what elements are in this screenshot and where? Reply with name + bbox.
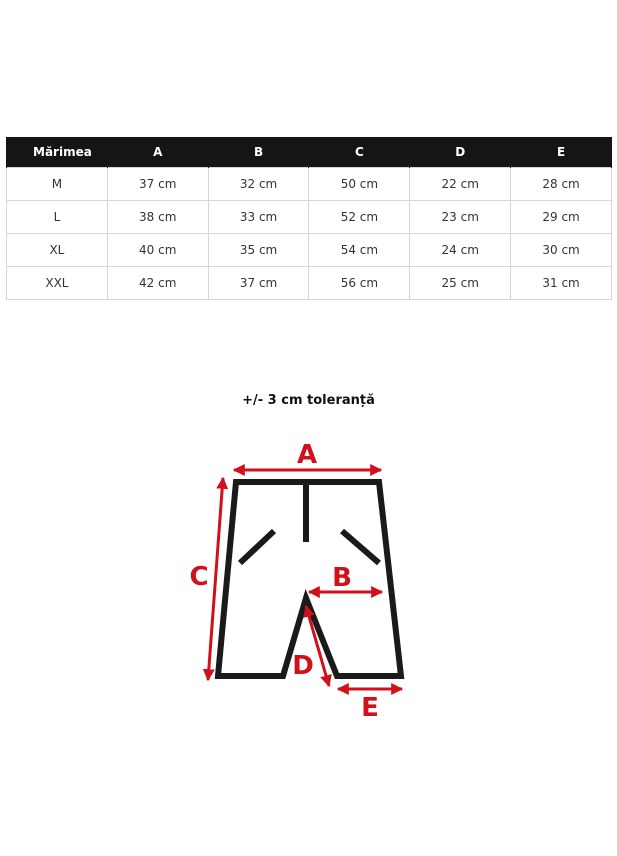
shorts-outline-icon (218, 482, 401, 676)
tolerance-note: +/- 3 cm toleranță (242, 393, 375, 408)
header-c: C (309, 137, 410, 168)
table-cell: 33 cm (208, 201, 309, 234)
label-b: B (332, 563, 352, 593)
table-row (7, 168, 612, 201)
table-cell: 31 cm (511, 267, 612, 300)
table-cell: XL (7, 234, 108, 267)
table-cell: XXL (7, 267, 108, 300)
table-cell: 37 cm (208, 267, 309, 300)
table-cell: 50 cm (309, 168, 410, 201)
table-cell: 54 cm (309, 234, 410, 267)
table-cell: 52 cm (309, 201, 410, 234)
header-a: A (107, 137, 208, 168)
table-cell: 29 cm (511, 201, 612, 234)
table-cell: M (7, 168, 108, 201)
table-cell: 23 cm (410, 201, 511, 234)
table-cell: 30 cm (511, 234, 612, 267)
table-cell: 22 cm (410, 168, 511, 201)
table-cell: 32 cm (208, 168, 309, 201)
table-cell: 37 cm (107, 168, 208, 201)
table-cell: 28 cm (511, 168, 612, 201)
header-d: D (410, 137, 511, 168)
header-e: E (511, 137, 612, 168)
table-cell: 38 cm (107, 201, 208, 234)
table-row (7, 234, 612, 267)
header-b: B (208, 137, 309, 168)
label-a: A (296, 440, 318, 470)
table-header-row (7, 137, 612, 168)
table-row (7, 201, 612, 234)
label-e: E (361, 693, 379, 723)
label-d: D (292, 651, 314, 681)
shorts-measurement-diagram (180, 435, 440, 730)
table-cell: 35 cm (208, 234, 309, 267)
table-cell: 24 cm (410, 234, 511, 267)
table-cell: L (7, 201, 108, 234)
table-cell: 25 cm (410, 267, 511, 300)
table-cell: 42 cm (107, 267, 208, 300)
size-chart-table (6, 137, 612, 300)
table-cell: 56 cm (309, 267, 410, 300)
header-size: Mărimea (7, 137, 108, 168)
table-row (7, 267, 612, 300)
table-cell: 40 cm (107, 234, 208, 267)
label-c: C (189, 562, 209, 592)
